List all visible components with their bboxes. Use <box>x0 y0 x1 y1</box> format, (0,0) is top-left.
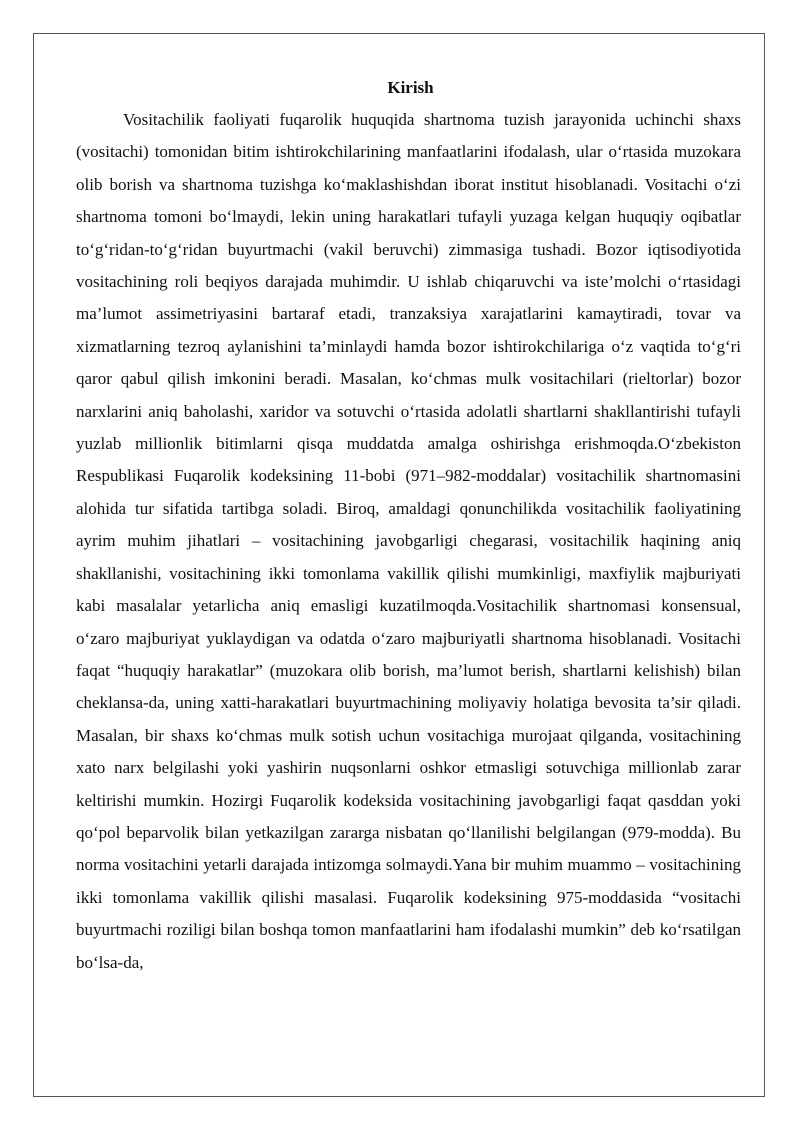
body-paragraph: Vositachilik faoliyati fuqarolik huquqida shartnoma tuzish jarayonida uchinchi shaxs (vositachi) tomonidan bitim ishtirokchilarining manfaatlarini ifodalash, ular o‘rtasida muzokara olib borish va shartnoma tuzishga ko‘maklashishdan iborat institut hisoblanadi. Vositachi o‘zi shartnoma tomoni bo‘lmaydi, lekin uning harakatlari tufayli yuzaga kelgan huquqiy oqibatlar to‘g‘ridan-to‘g‘ridan buyurtmachi (vakil beruvchi) zimmasiga tushadi. Bozor iqtisodiyotida vositachining roli beqiyos darajada muhimdir. U ishlab chiqaruvchi va iste’molchi o‘rtasidagi ma’lumot assimetriyasini bartaraf etadi, tranzaksiya xarajatlarini kamaytiradi, tovar va xizmatlarning tezroq aylanishini ta’minlaydi hamda bozor ishtirokchilariga o‘z vaqtida to‘g‘ri qaror qabul qilish imkonini beradi. Masalan, ko‘chmas mulk vositachilari (rieltorlar) bozor narxlarini aniq baholashi, xaridor va sotuvchi o‘rtasida adolatli shartlarni shakllantirishi tufayli yuzlab millionlik bitimlarni qisqa muddatda amalga oshirishga erishmoqda.O‘zbekiston Respublikasi Fuqarolik kodeksining 11-bobi (971–982-moddalar) vositachilik shartnomasini alohida tur sifatida tartibga soladi. Biroq, amaldagi qonunchilikda vositachilik faoliyatining ayrim muhim jihatlari – vositachining javobgarligi chegarasi, vositachilik haqining aniq shakllanishi, vositachining ikki tomonlama vakillik qilishi mumkinligi, maxfiylik majburiyati kabi masalalar yetarlicha aniq emasligi kuzatilmoqda.Vositachilik shartnomasi konsensual, o‘zaro majburiyat yuklaydigan va odatda o‘zaro majburiyatli shartnoma hisoblanadi. Vositachi faqat “huquqiy harakatlar” (muzokara olib borish, ma’lumot berish, shartlarni kelishish) bilan cheklansa-da, uning xatti-harakatlari buyurtmachining moliyaviy holatiga bevosita ta’sir qiladi. Masalan, bir shaxs ko‘chmas mulk sotish uchun vositachiga murojaat qilganda, vositachining xato narx belgilashi yoki yashirin nuqsonlarni oshkor etmasligi sotuvchiga millionlab zarar keltirishi mumkin. Hozirgi Fuqarolik kodeksida vositachining javobgarligi faqat qasddan yoki qo‘pol beparvolik bilan yetkazilgan zararga nisbatan qo‘llanilishi belgilangan (979-modda). Bu norma vositachini yetarli darajada intizomga solmaydi.Yana bir muhim muammo – vositachining ikki tomonlama vakillik qilishi masalasi. Fuqarolik kodeksining 975-moddasida “vositachi buyurtmachi roziligi bilan boshqa tomon manfaatlarini ham ifodalashi mumkin” deb ko‘rsatilgan bo‘lsa-da, <box>76 110 741 972</box>
document-content <box>76 72 741 979</box>
document-title: Kirish <box>387 78 434 97</box>
